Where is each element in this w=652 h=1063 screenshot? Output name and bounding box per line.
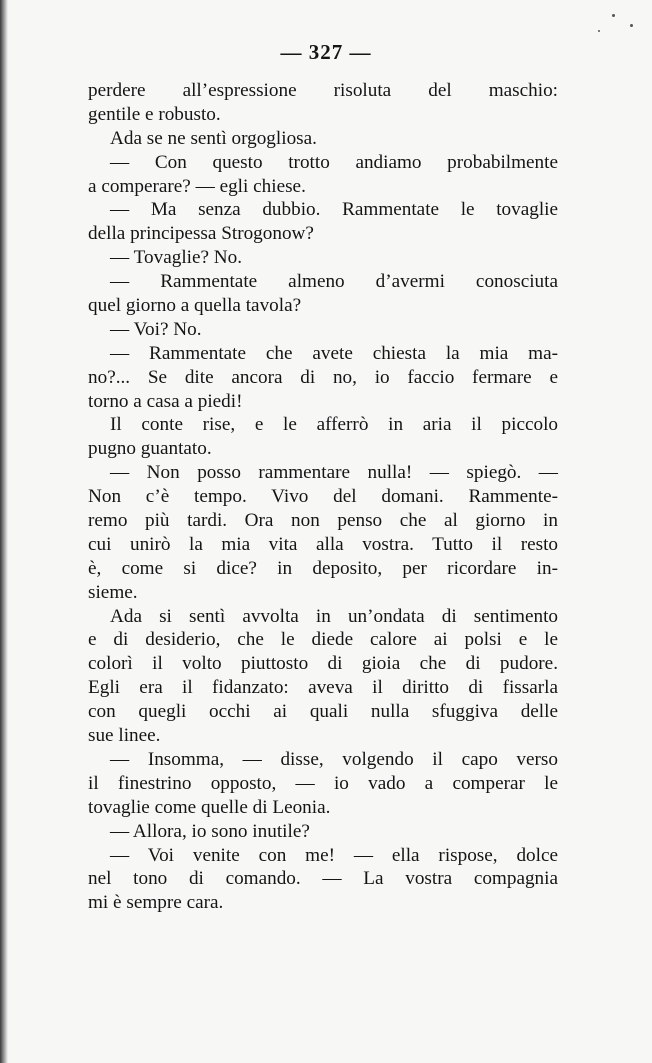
text-line: perdere all’espressione risoluta del maschio: [88,80,558,101]
text-line: Non c’è tempo. Vivo del domani. Rammente- [88,486,558,508]
text-line: tovaglie come quelle di Leonia. [88,796,331,818]
text-line: — Non posso rammentare nulla! — spiegò. — [110,462,558,484]
print-speck [630,24,633,27]
text-line: — Allora, io sono inutile? [110,820,310,842]
text-line: nel tono di comando. — La vostra compagnia [88,868,558,890]
text-line: mi è sempre cara. [88,892,224,914]
text-line: — Con questo trotto andiamo probabilmente [110,151,558,173]
text-line: — Voi venite con me! — ella rispose, dolce [110,844,558,866]
text-line: — Insomma, — disse, volgendo il capo verso [110,748,558,770]
text-line: no?... Se dite ancora di no, io faccio fermare e [88,366,558,388]
text-line: remo più tardi. Ora non penso che al giorno in [88,510,558,532]
text-line: — Tovaglie? No. [110,247,243,269]
text-line: con quegli occhi ai quali nulla sfuggiva delle [88,701,558,723]
page-number: — 327 — [280,40,372,64]
body-text [88,79,558,915]
print-speck [612,14,615,17]
text-line: colorì il volto piuttosto di gioia che di pudore. [88,653,558,675]
text-line: torno a casa a piedi! [88,390,243,412]
text-line: Ada se ne sentì orgogliosa. [110,127,317,149]
text-line: è, come si dice? in deposito, per ricordare in- [88,557,558,579]
print-speck [598,30,600,32]
text-line: e di desiderio, che le diede calore ai polsi e le [88,629,558,651]
text-line: — Ma senza dubbio. Rammentate le tovaglie [110,199,558,221]
text-line: cui unirò la mia vita alla vostra. Tutto il resto [88,533,558,555]
text-line: il finestrino opposto, — io vado a comperar le [88,772,558,794]
text-line: — Voi? No. [110,318,202,340]
text-line: Il conte rise, e le afferrò in aria il piccolo [110,414,558,436]
text-line: sue linee. [88,725,161,747]
text-line: sieme. [88,581,138,603]
text-line: Ada si sentì avvolta in un’ondata di sentimento [110,605,558,627]
text-line: pugno guantato. [88,438,212,460]
text-line: quel giorno a quella tavola? [88,295,302,317]
text-line: — Rammentate almeno d’avermi conosciuta [110,271,558,293]
text-line: a comperare? — egli chiese. [88,175,306,197]
page-edge-shadow [0,0,8,1063]
text-line: gentile e robusto. [88,103,221,125]
text-line: — Rammentate che avete chiesta la mia ma- [110,342,558,364]
text-line: della principessa Strogonow? [88,223,314,245]
text-line: Egli era il fidanzato: aveva il diritto di fissarla [88,677,558,699]
